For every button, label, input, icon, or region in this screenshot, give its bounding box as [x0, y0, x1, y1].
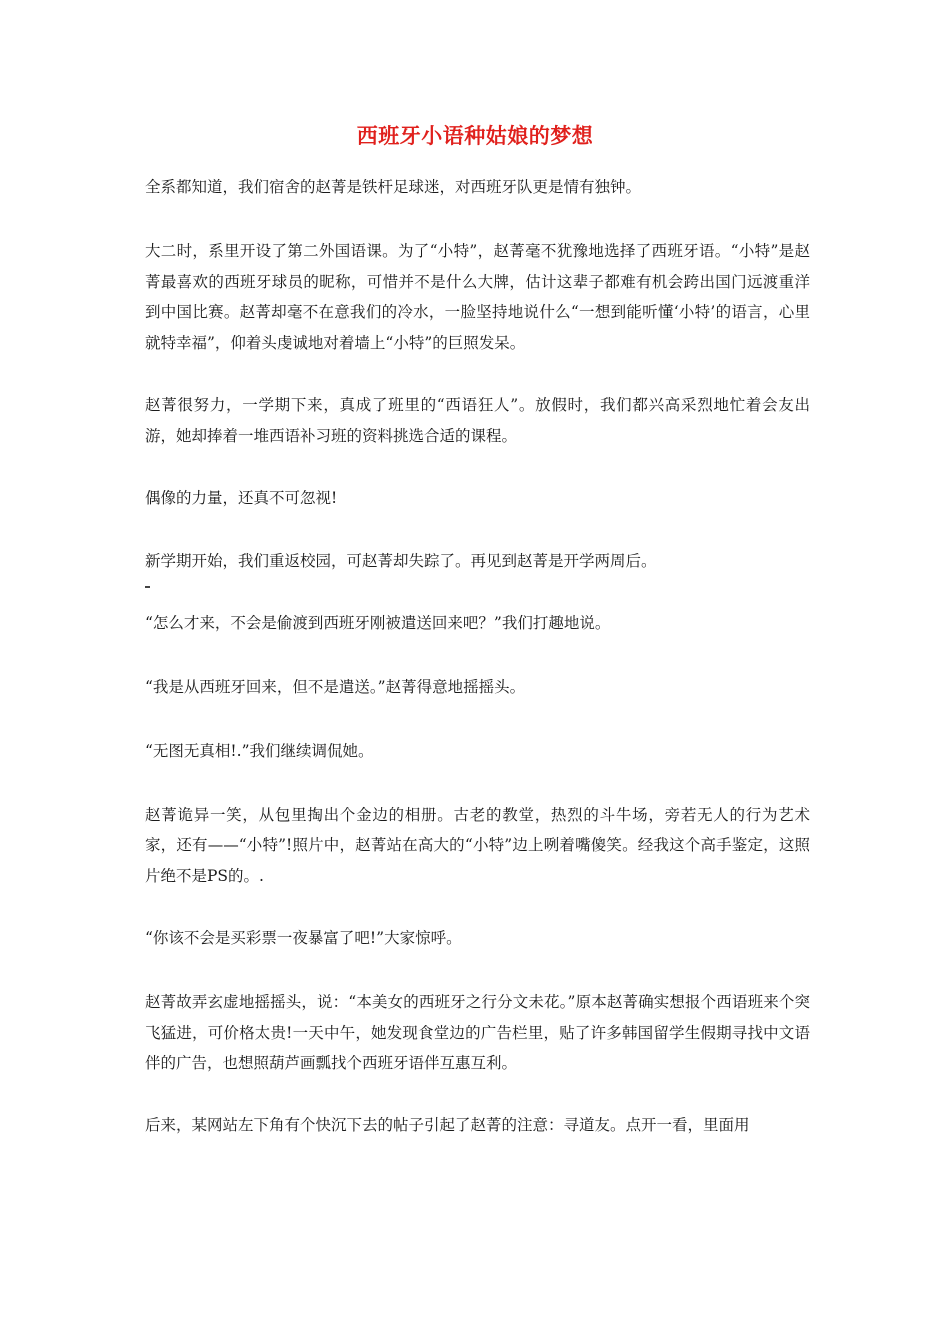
paragraph: “怎么才来，不会是偷渡到西班牙刚被遣送回来吧？”我们打趣地说。	[145, 614, 611, 633]
page-title: 西班牙小语种姑娘的梦想	[356, 124, 594, 148]
paragraph: “无图无真相!.”我们继续调侃她。	[145, 741, 374, 760]
paragraph: 偶像的力量，还真不可忽视!	[145, 488, 338, 507]
paragraph: 赵菁诡异一笑，从包里掏出个金边的相册。古老的教堂，热烈的斗牛场，旁若无人的行为艺术家，还有——“小特”!照片中，赵菁站在高大的“小特”边上咧着嘴傻笑。经我这个高手鉴定，这照片绝不是PS的。.	[145, 805, 810, 886]
paragraph: “你该不会是买彩票一夜暴富了吧!”大家惊呼。	[145, 928, 462, 947]
stray-mark	[145, 586, 150, 588]
paragraph: 赵菁故弄玄虚地摇摇头，说：“本美女的西班牙之行分文未花。”原本赵菁确实想报个西语班来个突飞猛进，可价格太贵!一天中午，她发现食堂边的广告栏里，贴了许多韩国留学生假期寻找中文语伴的广告，也想照葫芦画瓢找个西班牙语伴互惠互利。	[145, 992, 810, 1073]
paragraph: 赵菁很努力，一学期下来，真成了班里的“西语狂人”。放假时，我们都兴高采烈地忙着会友出游，她却捧着一堆西语补习班的资料挑选合适的课程。	[145, 395, 810, 445]
paragraph: 新学期开始，我们重返校园，可赵菁却失踪了。再见到赵菁是开学两周后。	[145, 552, 657, 571]
paragraph: “我是从西班牙回来，但不是遣送。”赵菁得意地摇摇头。	[145, 677, 526, 696]
article-body	[145, 172, 810, 1172]
paragraph: 全系都知道，我们宿舍的赵菁是铁杆足球迷，对西班牙队更是情有独钟。	[145, 178, 642, 196]
paragraph: 后来，某网站左下角有个快沉下去的帖子引起了赵菁的注意：寻道友。点开一看，里面用	[145, 1116, 750, 1135]
paragraph: 大二时，系里开设了第二外国语课。为了“小特”，赵菁毫不犹豫地选择了西班牙语。“小特”是赵菁最喜欢的西班牙球员的昵称，可惜并不是什么大牌，估计这辈子都难有机会跨出国门远渡重洋到中国比赛。赵菁却毫不在意我们的冷水，一脸坚持地说什么“一想到能听懂‘小特’的语言，心里就特幸福”，仰着头虔诚地对着墙上“小特”的巨照发呆。	[145, 241, 810, 353]
